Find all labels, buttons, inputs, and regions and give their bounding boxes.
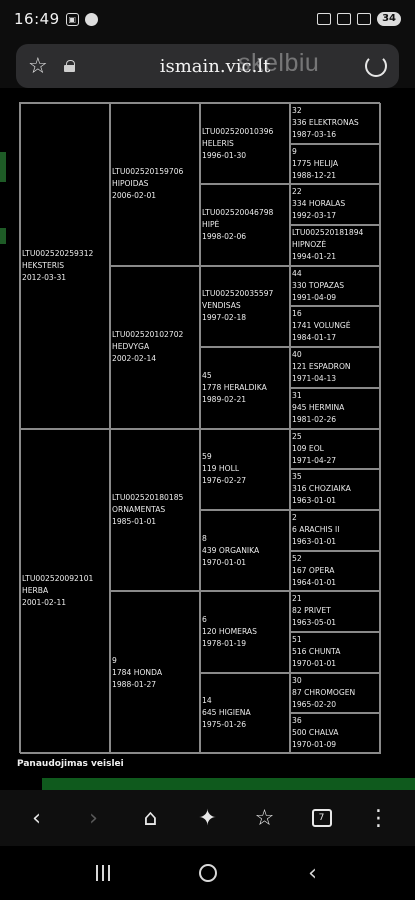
pedigree-cell xyxy=(110,266,200,429)
pedigree-line: HEDVYGA xyxy=(112,342,150,352)
lock-icon[interactable] xyxy=(64,60,75,72)
pedigree-line: 32 xyxy=(292,106,302,115)
pedigree-entry xyxy=(292,227,363,263)
pedigree-line: 1778 HERALDIKA xyxy=(202,382,267,392)
pedigree-entry xyxy=(202,533,259,569)
pedigree-cell xyxy=(200,103,290,184)
status-time: 16:49 xyxy=(14,10,60,28)
pedigree-line: 439 ORGANIKA xyxy=(202,545,260,555)
pedigree-cell xyxy=(290,673,381,714)
pedigree-line: 1985-01-01 xyxy=(112,516,157,526)
pedigree-entry xyxy=(202,207,273,243)
pedigree-cell xyxy=(290,469,381,510)
home-icon: ⌂ xyxy=(143,805,158,831)
pedigree-line: 1976-02-27 xyxy=(202,476,247,486)
pedigree-line: 1784 HONDA xyxy=(112,667,163,677)
pedigree-line: 1978-01-19 xyxy=(202,638,247,648)
pedigree-cell xyxy=(290,144,381,185)
pedigree-line: 1987-03-16 xyxy=(292,130,337,139)
star-outline-icon[interactable]: ☆ xyxy=(28,53,48,79)
tabs-button[interactable] xyxy=(305,801,339,835)
messenger-notification-icon xyxy=(85,13,98,26)
pedigree-line: 1975-01-26 xyxy=(202,720,247,730)
pedigree-line: 1741 VOLUNGĖ xyxy=(292,321,351,331)
tabs-icon: 7 xyxy=(312,809,332,827)
pedigree-entry xyxy=(292,593,336,629)
pedigree-line: 82 PRIVET xyxy=(292,606,331,616)
pedigree-cell xyxy=(200,184,290,265)
pedigree-cell xyxy=(290,632,381,673)
forward-button[interactable] xyxy=(77,801,111,835)
pedigree-entry xyxy=(292,349,351,385)
status-left xyxy=(14,10,98,28)
pedigree-line: LTU002520159706 xyxy=(112,167,184,177)
pedigree-line: 1970-01-09 xyxy=(292,740,337,750)
pedigree-entry xyxy=(292,186,345,222)
pedigree-line: 6 ARACHIS II xyxy=(292,524,340,534)
pedigree-line: LTU002520181894 xyxy=(292,228,364,238)
pedigree-line: 1988-12-21 xyxy=(292,170,337,180)
pedigree-line: 44 xyxy=(292,268,302,278)
pedigree-line: HERBA xyxy=(22,586,49,596)
pedigree-line: 87 CHROMOGEN xyxy=(292,687,356,697)
pedigree-entry xyxy=(202,288,273,324)
chevron-left-icon: ‹ xyxy=(32,805,41,831)
pedigree-line: 21 xyxy=(292,594,302,604)
pedigree-line: 334 HORALAS xyxy=(292,199,346,209)
back-button[interactable] xyxy=(20,801,54,835)
recents-button[interactable] xyxy=(85,855,121,891)
signal-icon xyxy=(357,13,371,25)
pedigree-line: 9 xyxy=(292,146,297,156)
pedigree-line: 167 OPERA xyxy=(292,565,335,575)
pedigree-line: 2012-03-31 xyxy=(22,272,67,282)
pedigree-line: 1992-03-17 xyxy=(292,211,337,221)
pedigree-cell xyxy=(290,184,381,225)
pedigree-entry xyxy=(292,512,339,548)
pedigree-line: 316 CHOZIAIKA xyxy=(292,484,351,494)
pedigree-cell xyxy=(200,673,290,754)
pedigree-line: 2001-02-11 xyxy=(22,598,67,608)
pedigree-cell xyxy=(110,429,200,592)
sparkle-icon: ✦ xyxy=(198,805,217,831)
pedigree-line: 9 xyxy=(112,655,117,665)
pedigree-line: 1963-01-01 xyxy=(292,496,337,506)
home-system-button[interactable] xyxy=(190,855,226,891)
pedigree-table xyxy=(19,102,380,753)
pedigree-line: 1989-02-21 xyxy=(202,394,247,404)
mute-icon xyxy=(317,13,331,25)
pedigree-cell xyxy=(290,103,381,144)
pedigree-line: LTU002520010396 xyxy=(202,126,274,136)
pedigree-line: 2002-02-14 xyxy=(112,354,157,364)
pedigree-line: ORNAMENTAS xyxy=(112,504,166,514)
pedigree-entry xyxy=(202,126,273,162)
pedigree-line: LTU002520259312 xyxy=(22,248,94,258)
pedigree-line: LTU002520046798 xyxy=(202,208,274,218)
watermark-logo: skelbiu xyxy=(238,49,320,77)
pedigree-entry xyxy=(112,492,183,528)
pedigree-entry xyxy=(292,675,355,711)
system-nav xyxy=(0,846,415,900)
pedigree-line: 51 xyxy=(292,634,302,644)
pedigree-line: 120 HOMERAS xyxy=(202,626,257,636)
pedigree-entry xyxy=(202,370,267,406)
pedigree-line: 109 EOL xyxy=(292,443,324,453)
pedigree-line: 945 HERMINA xyxy=(292,402,345,412)
pedigree-cell xyxy=(20,103,110,429)
pedigree-line: 1970-01-01 xyxy=(292,658,337,668)
pedigree-line: HIPĖ xyxy=(202,220,220,230)
pedigree-entry xyxy=(292,308,351,344)
pedigree-line: 25 xyxy=(292,431,302,441)
back-system-button[interactable] xyxy=(295,855,331,891)
pedigree-line: 31 xyxy=(292,390,302,400)
pedigree-line: 119 HOLL xyxy=(202,464,240,474)
pedigree-line: 336 ELEKTRONAS xyxy=(292,118,359,127)
pedigree-line: 35 xyxy=(292,472,302,482)
gallery-notification-icon: ▣ xyxy=(66,13,79,26)
pedigree-entry xyxy=(202,614,257,650)
recents-icon xyxy=(96,865,110,881)
green-accent xyxy=(0,152,6,182)
pedigree-cell xyxy=(200,510,290,591)
star-list-icon: ☆ xyxy=(254,805,275,831)
wifi-icon xyxy=(337,13,351,25)
pedigree-entry xyxy=(22,573,93,609)
pedigree-line: 59 xyxy=(202,452,212,462)
pedigree-line: 1996-01-30 xyxy=(202,150,247,160)
pedigree-line: VENDISAS xyxy=(202,301,241,311)
pedigree-entry xyxy=(292,268,344,304)
pedigree-line: 1988-01-27 xyxy=(112,679,157,689)
home-circle-icon xyxy=(199,864,217,882)
pedigree-cell xyxy=(290,429,381,470)
home-button[interactable] xyxy=(134,801,168,835)
pedigree-entry xyxy=(202,451,246,487)
pedigree-line: 1965-02-20 xyxy=(292,699,337,709)
pedigree-entry xyxy=(112,166,183,202)
pedigree-line: 1981-02-26 xyxy=(292,414,337,424)
pedigree-cell xyxy=(290,266,381,307)
pedigree-entry xyxy=(112,329,183,365)
pedigree-cell xyxy=(290,510,381,551)
pedigree-line: 1994-01-21 xyxy=(292,252,337,262)
page-content xyxy=(0,88,415,790)
pedigree-line: 22 xyxy=(292,187,302,197)
pedigree-line: 2 xyxy=(292,512,297,522)
pedigree-entry xyxy=(292,715,338,751)
pedigree-line: 121 ESPADRON xyxy=(292,362,351,372)
pedigree-entry xyxy=(292,390,344,426)
pedigree-line: LTU002520092101 xyxy=(22,574,94,584)
pedigree-line: LTU002520180185 xyxy=(112,492,184,502)
browser-nav xyxy=(0,790,415,846)
back-chevron-icon: ‹ xyxy=(308,860,317,886)
pedigree-line: HIPNOZĖ xyxy=(292,240,327,250)
green-banner xyxy=(42,778,415,790)
pedigree-line: 36 xyxy=(292,716,302,726)
pedigree-cell xyxy=(200,347,290,428)
pedigree-cell xyxy=(290,306,381,347)
pedigree-entry xyxy=(292,105,359,141)
pedigree-line: 516 CHUNTA xyxy=(292,646,341,656)
pedigree-line: 52 xyxy=(292,553,302,563)
pedigree-line: 330 TOPAZAS xyxy=(292,280,345,290)
pedigree-cell xyxy=(290,225,381,266)
reload-icon[interactable] xyxy=(365,55,387,77)
pedigree-entry xyxy=(292,553,336,589)
pedigree-line: 500 CHALVA xyxy=(292,728,339,738)
pedigree-entry xyxy=(292,431,336,467)
pedigree-line: 2006-02-01 xyxy=(112,191,157,201)
pedigree-line: 1963-05-01 xyxy=(292,618,337,628)
pedigree-line: HEKSTERIS xyxy=(22,260,65,270)
green-accent xyxy=(0,228,6,244)
pedigree-entry xyxy=(292,146,338,182)
bookmarks-button[interactable] xyxy=(248,801,282,835)
pedigree-line: 1997-02-18 xyxy=(202,313,247,323)
pedigree-line: 1964-01-01 xyxy=(292,577,337,587)
menu-button[interactable] xyxy=(362,801,396,835)
pedigree-line: 1963-01-01 xyxy=(292,536,337,546)
pedigree-line: 14 xyxy=(202,696,212,706)
pedigree-line: 1970-01-01 xyxy=(202,557,247,567)
pedigree-entry xyxy=(22,248,93,284)
pedigree-entry xyxy=(292,634,340,670)
pedigree-cell xyxy=(200,591,290,672)
pedigree-cell xyxy=(20,429,110,755)
pedigree-entry xyxy=(292,471,351,507)
more-vert-icon: ⋮ xyxy=(367,805,390,831)
pedigree-line: HIPOIDAS xyxy=(112,179,149,189)
pedigree-cell xyxy=(290,388,381,429)
pedigree-cell xyxy=(290,713,381,754)
pedigree-cell xyxy=(200,429,290,510)
pedigree-cell xyxy=(110,591,200,754)
status-bar xyxy=(0,0,415,38)
pedigree-line: LTU002520035597 xyxy=(202,289,274,299)
battery-icon: 34 xyxy=(377,12,401,26)
pedigree-cell xyxy=(110,103,200,266)
pedigree-line: 1971-04-27 xyxy=(292,455,337,465)
status-right xyxy=(317,12,401,26)
pedigree-entry xyxy=(112,655,162,691)
pedigree-line: 1775 HELIJA xyxy=(292,158,339,168)
pedigree-line: 1998-02-06 xyxy=(202,232,247,242)
pedigree-line: 8 xyxy=(202,533,207,543)
pedigree-line: 16 xyxy=(292,309,302,319)
pedigree-cell xyxy=(290,551,381,592)
pedigree-entry xyxy=(202,695,251,731)
pedigree-cell xyxy=(290,347,381,388)
pedigree-line: LTU002520102702 xyxy=(112,330,184,340)
url-text[interactable]: ismain.vic.lt xyxy=(159,55,271,77)
pedigree-cell xyxy=(200,266,290,347)
pedigree-line: 40 xyxy=(292,350,302,360)
url-bar[interactable] xyxy=(16,44,399,88)
section-heading: Panaudojimas veislei xyxy=(17,759,124,769)
chevron-right-icon: › xyxy=(89,805,98,831)
pedigree-line: 1984-01-17 xyxy=(292,333,337,343)
ai-button[interactable] xyxy=(191,801,225,835)
pedigree-line: 1971-04-13 xyxy=(292,374,337,384)
pedigree-line: 30 xyxy=(292,675,302,685)
pedigree-line: 6 xyxy=(202,614,207,624)
pedigree-line: 45 xyxy=(202,370,212,380)
pedigree-line: HELERIS xyxy=(202,138,234,148)
pedigree-line: 1991-04-09 xyxy=(292,292,337,302)
pedigree-cell xyxy=(290,591,381,632)
pedigree-line: 645 HIGIENA xyxy=(202,708,251,718)
